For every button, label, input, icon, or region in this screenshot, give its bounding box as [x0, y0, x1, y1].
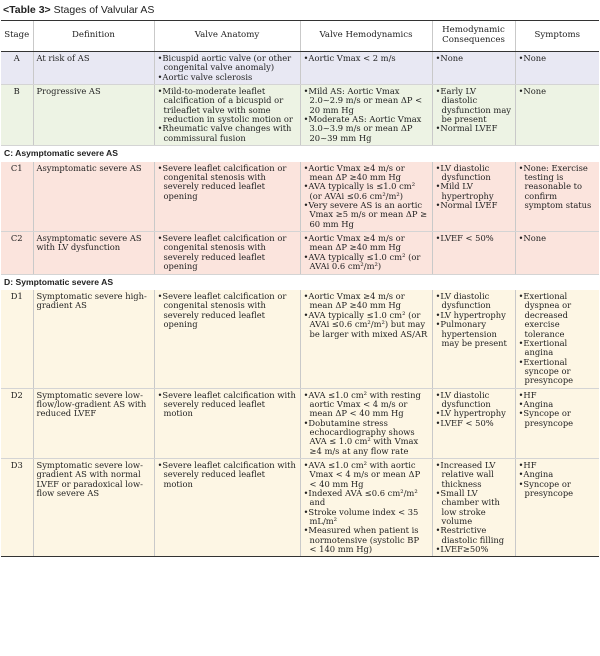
list-item: • Mild LV hypertrophy: [436, 182, 512, 201]
definition-cell: Symptomatic severe low-flow/low-gradient AS with reduced LVEF: [33, 388, 154, 458]
valve-hemodynamics-cell: [300, 458, 432, 556]
table-row: [1, 52, 599, 85]
list-item: • Syncope or presyncope: [519, 409, 597, 428]
list-item: • AVA typically is ≤1.0 cm² (or AVAi ≤0.6 cm²/m²): [304, 182, 429, 201]
stage-cell: D3: [1, 458, 33, 556]
table-caption: [0, 0, 600, 20]
consequences-cell: [432, 388, 515, 458]
symptoms-cell: [515, 52, 599, 85]
list-item: • None: Exercise testing is reasonable to confirm symptom status: [519, 164, 597, 211]
list-item: • Normal LVEF: [436, 124, 512, 133]
valve-hemodynamics-cell: [300, 85, 432, 146]
list-item: • Indexed AVA ≤0.6 cm²/m² and: [304, 489, 429, 508]
list-item: • Early LV diastolic dysfunction may be present: [436, 87, 512, 124]
list-item: • Severe leaflet calcification or congenital stenosis with severely reduced leaflet opening: [158, 234, 297, 271]
valve-anatomy-cell: [154, 290, 300, 388]
definition-cell: Progressive AS: [33, 85, 154, 146]
header-stage: Stage: [1, 21, 33, 52]
consequences-cell-list: [436, 54, 512, 63]
list-item: • Severe leaflet calcification with severely reduced leaflet motion: [158, 461, 297, 489]
list-item: • Aortic Vmax ≥4 m/s or mean ΔP ≥40 mm Hg: [304, 234, 429, 253]
header-hemodynamic-consequences: Hemodynamic Consequences: [432, 21, 515, 52]
symptoms-cell-list: [519, 391, 597, 428]
valve-anatomy-cell: [154, 52, 300, 85]
symptoms-cell-list: [519, 292, 597, 385]
valve-hemodynamics-cell-list: [304, 292, 429, 339]
list-item: • Exertional syncope or presyncope: [519, 358, 597, 386]
header-valve-anatomy: Valve Anatomy: [154, 21, 300, 52]
consequences-cell: [432, 458, 515, 556]
consequences-cell: [432, 162, 515, 232]
section-header-row: [1, 274, 599, 290]
list-item: • None: [519, 87, 597, 96]
valve-anatomy-cell: [154, 162, 300, 232]
stage-cell: D1: [1, 290, 33, 388]
symptoms-cell-list: [519, 234, 597, 243]
definition-cell: Symptomatic severe low-gradient AS with normal LVEF or paradoxical low-flow severe AS: [33, 458, 154, 556]
list-item: • Severe leaflet calcification with severely reduced leaflet motion: [158, 391, 297, 419]
definition-cell: Symptomatic severe high-gradient AS: [33, 290, 154, 388]
list-item: • Angina: [519, 470, 597, 479]
list-item: • Dobutamine stress echocardiography shows AVA ≤ 1.0 cm² with Vmax ≥4 m/s at any flow rate: [304, 419, 429, 456]
valve-hemodynamics-cell-list: [304, 391, 429, 456]
list-item: • Aortic Vmax ≥4 m/s or mean ΔP ≥40 mm Hg: [304, 292, 429, 311]
stage-cell: C1: [1, 162, 33, 232]
valve-hemodynamics-cell-list: [304, 234, 429, 271]
symptoms-cell: [515, 458, 599, 556]
stage-cell: A: [1, 52, 33, 85]
stage-cell: C2: [1, 232, 33, 274]
table-row: [1, 458, 599, 556]
list-item: • None: [519, 234, 597, 243]
list-item: • Exertional dyspnea or decreased exercise tolerance: [519, 292, 597, 339]
list-item: • None: [519, 54, 597, 63]
list-item: • Normal LVEF: [436, 201, 512, 210]
valve-hemodynamics-cell: [300, 388, 432, 458]
valve-hemodynamics-cell: [300, 290, 432, 388]
symptoms-cell: [515, 232, 599, 274]
table-row: [1, 85, 599, 146]
header-symptoms: Symptoms: [515, 21, 599, 52]
list-item: • AVA typically ≤1.0 cm² (or AVAi 0.6 cm²/m²): [304, 253, 429, 272]
consequences-cell-list: [436, 164, 512, 211]
valve-anatomy-cell-list: [158, 54, 297, 82]
symptoms-cell: [515, 388, 599, 458]
list-item: • Measured when patient is normotensive (systolic BP < 140 mm Hg): [304, 526, 429, 554]
valve-hemodynamics-cell: [300, 232, 432, 274]
list-item: • AVA typically ≤1.0 cm² (or AVAi ≤0.6 cm²/m²) but may be larger with mixed AS/AR: [304, 311, 429, 339]
consequences-cell: [432, 290, 515, 388]
valve-anatomy-cell-list: [158, 234, 297, 271]
consequences-cell: [432, 52, 515, 85]
symptoms-cell-list: [519, 461, 597, 498]
consequences-cell: [432, 85, 515, 146]
table-row: [1, 290, 599, 388]
list-item: • LV hypertrophy: [436, 409, 512, 418]
symptoms-cell: [515, 162, 599, 232]
list-item: • Syncope or presyncope: [519, 480, 597, 499]
valve-anatomy-cell: [154, 85, 300, 146]
list-item: • LV diastolic dysfunction: [436, 391, 512, 410]
consequences-cell-list: [436, 292, 512, 348]
list-item: • Stroke volume index < 35 mL/m²: [304, 508, 429, 527]
list-item: • LV diastolic dysfunction: [436, 164, 512, 183]
consequences-cell-list: [436, 234, 512, 243]
list-item: • Small LV chamber with low stroke volume: [436, 489, 512, 526]
list-item: • Bicuspid aortic valve (or other congenital valve anomaly): [158, 54, 297, 73]
header-valve-hemodynamics: Valve Hemodynamics: [300, 21, 432, 52]
list-item: • HF: [519, 461, 597, 470]
table-row: [1, 162, 599, 232]
valve-hemodynamics-cell-list: [304, 164, 429, 229]
list-item: • Restrictive diastolic filling: [436, 526, 512, 545]
valve-anatomy-cell-list: [158, 164, 297, 201]
list-item: • Aortic Vmax < 2 m/s: [304, 54, 429, 63]
list-item: • Aortic valve sclerosis: [158, 73, 297, 82]
valve-anatomy-cell-list: [158, 461, 297, 489]
stages-table: [1, 20, 599, 557]
list-item: • Pulmonary hypertension may be present: [436, 320, 512, 348]
list-item: • LVEF≥50%: [436, 545, 512, 554]
table-title: Stages of Valvular AS: [53, 4, 155, 16]
symptoms-cell: [515, 290, 599, 388]
valve-hemodynamics-cell-list: [304, 87, 429, 143]
header-row: [1, 21, 599, 52]
list-item: • Severe leaflet calcification or congenital stenosis with severely reduced leaflet opening: [158, 292, 297, 329]
table-body: [1, 52, 599, 557]
list-item: • LVEF < 50%: [436, 419, 512, 428]
valve-anatomy-cell: [154, 388, 300, 458]
valve-anatomy-cell: [154, 458, 300, 556]
section-header-row: [1, 146, 599, 162]
list-item: • HF: [519, 391, 597, 400]
definition-cell: At risk of AS: [33, 52, 154, 85]
list-item: • LV hypertrophy: [436, 311, 512, 320]
list-item: • Angina: [519, 400, 597, 409]
table-row: [1, 232, 599, 274]
consequences-cell-list: [436, 461, 512, 554]
valve-anatomy-cell-list: [158, 87, 297, 143]
stage-cell: B: [1, 85, 33, 146]
valve-anatomy-cell: [154, 232, 300, 274]
stage-cell: D2: [1, 388, 33, 458]
consequences-cell-list: [436, 87, 512, 134]
table-row: [1, 388, 599, 458]
list-item: • Mild-to-moderate leaflet calcification of a bicuspid or trileaflet valve with some reduction in systolic motion or: [158, 87, 297, 124]
list-item: • Exertional angina: [519, 339, 597, 358]
list-item: • Mild AS: Aortic Vmax 2.0~2.9 m/s or mean ΔP < 20 mm Hg: [304, 87, 429, 115]
list-item: • Severe leaflet calcification or congenital stenosis with severely reduced leaflet opening: [158, 164, 297, 201]
list-item: • Aortic Vmax ≥4 m/s or mean ΔP ≥40 mm Hg: [304, 164, 429, 183]
header-definition: Definition: [33, 21, 154, 52]
valve-anatomy-cell-list: [158, 391, 297, 419]
valve-anatomy-cell-list: [158, 292, 297, 329]
symptoms-cell-list: [519, 54, 597, 63]
list-item: • Very severe AS is an aortic Vmax ≥5 m/s or mean ΔP ≥ 60 mm Hg: [304, 201, 429, 229]
valve-hemodynamics-cell-list: [304, 461, 429, 554]
valve-hemodynamics-cell: [300, 162, 432, 232]
section-label: D: Symptomatic severe AS: [1, 274, 599, 290]
consequences-cell-list: [436, 391, 512, 428]
symptoms-cell-list: [519, 87, 597, 96]
list-item: • AVA ≤1.0 cm² with resting aortic Vmax < 4 m/s or mean ΔP < 40 mm Hg: [304, 391, 429, 419]
symptoms-cell-list: [519, 164, 597, 211]
valve-hemodynamics-cell-list: [304, 54, 429, 63]
list-item: • LV diastolic dysfunction: [436, 292, 512, 311]
table-number: <Table 3>: [3, 4, 51, 16]
valve-hemodynamics-cell: [300, 52, 432, 85]
definition-cell: Asymptomatic severe AS: [33, 162, 154, 232]
list-item: • LVEF < 50%: [436, 234, 512, 243]
section-label: C: Asymptomatic severe AS: [1, 146, 599, 162]
consequences-cell: [432, 232, 515, 274]
list-item: • AVA ≤1.0 cm² with aortic Vmax < 4 m/s or mean ΔP < 40 mm Hg: [304, 461, 429, 489]
list-item: • None: [436, 54, 512, 63]
list-item: • Moderate AS: Aortic Vmax 3.0~3.9 m/s or mean ΔP 20~39 mm Hg: [304, 115, 429, 143]
list-item: • Rheumatic valve changes with commissural fusion: [158, 124, 297, 143]
symptoms-cell: [515, 85, 599, 146]
definition-cell: Asymptomatic severe AS with LV dysfunction: [33, 232, 154, 274]
list-item: • Increased LV relative wall thickness: [436, 461, 512, 489]
